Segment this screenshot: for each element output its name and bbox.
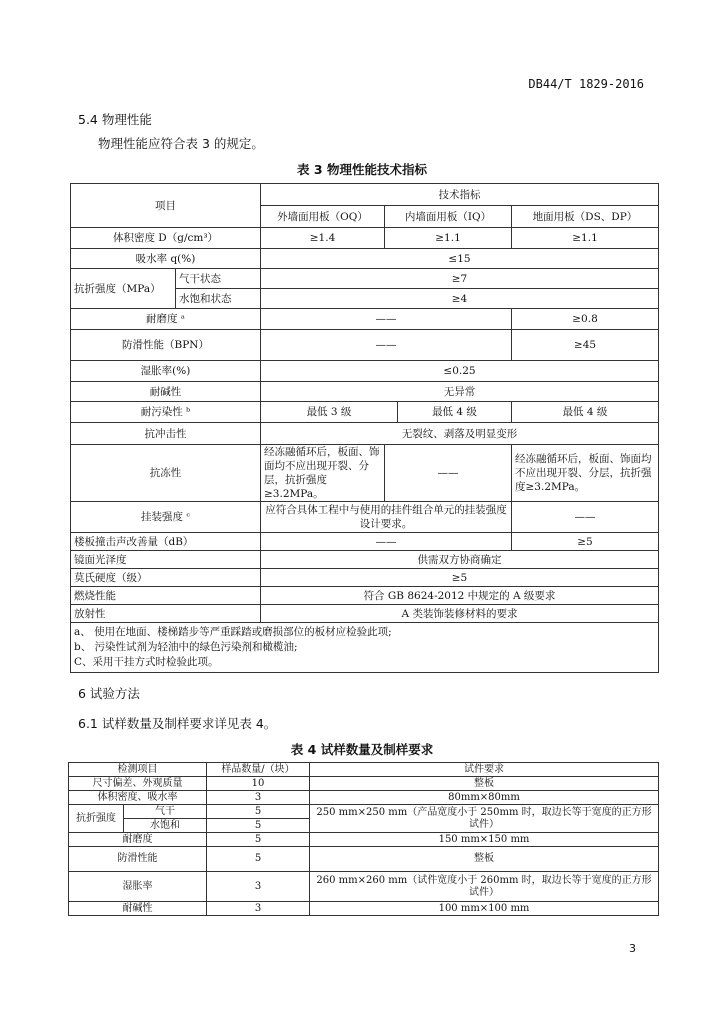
cell: A 类装饰装修材料的要求 — [261, 605, 659, 623]
cell: ≥1.1 — [512, 228, 659, 249]
row-label: 抗冻性 — [71, 445, 261, 502]
table-4 — [68, 762, 659, 916]
section-6-heading: 6 试验方法 — [78, 686, 140, 701]
row-label: 放射性 — [71, 605, 261, 623]
header-tech: 技术指标 — [261, 184, 659, 206]
row-label: 耐碱性 — [71, 382, 261, 402]
cell: 5 — [207, 819, 310, 833]
row-label: 耐污染性 ᵇ — [71, 402, 261, 423]
cell: ≥45 — [512, 330, 659, 361]
cell: ≥1.1 — [385, 228, 512, 249]
cell: 符合 GB 8624-2012 中规定的 A 级要求 — [261, 587, 659, 605]
dash-cell: —— — [261, 330, 512, 361]
cell: 3 — [207, 902, 310, 916]
note-b: b、 污染性试剂为轻油中的绿色污染剂和橄榄油; — [74, 641, 298, 653]
cell: ≤15 — [261, 249, 659, 269]
cell: 150 mm×150 mm — [310, 833, 659, 847]
row-label: 吸水率 q(%) — [71, 249, 261, 269]
sub-label: 水饱和 — [124, 819, 207, 833]
sub-label: 气干状态 — [176, 269, 261, 289]
cell: 整板 — [310, 777, 659, 791]
row-label: 尺寸偏差、外观质量 — [69, 777, 207, 791]
cell: 经冻融循环后，板面、饰面均不应出现开裂、分层，抗折强度≥3.2MPa。 — [261, 445, 385, 502]
row-label: 镜面光泽度 — [71, 551, 261, 569]
row-label: 防滑性能 — [69, 847, 207, 872]
cell: 3 — [207, 872, 310, 902]
cell: ≥5 — [512, 533, 659, 551]
cell: ≥1.4 — [261, 228, 385, 249]
cell: 最低 4 级 — [398, 402, 512, 423]
cell: 5 — [207, 833, 310, 847]
section-5-4-intro: 物理性能应符合表 3 的规定。 — [98, 136, 264, 151]
cell: 供需双方协商确定 — [261, 551, 659, 569]
row-label: 抗折强度 — [69, 805, 124, 833]
cell: ≥0.8 — [512, 309, 659, 330]
row-label: 体积密度、吸水率 — [69, 791, 207, 805]
dash-cell: —— — [261, 309, 512, 330]
cell: 10 — [207, 777, 310, 791]
note-c: C、采用干挂方式时检验此项。 — [74, 656, 219, 668]
cell: 5 — [207, 805, 310, 819]
table-4-caption: 表 4 试样数量及制样要求 — [290, 742, 434, 757]
cell: 经冻融循环后，板面、饰面均不应出现开裂、分层，抗折强度≥3.2MPa。 — [512, 445, 659, 502]
sub-label: 水饱和状态 — [176, 289, 261, 309]
document-id: DB44/T 1829-2016 — [528, 77, 644, 91]
header-req: 试件要求 — [310, 763, 659, 777]
table-3 — [70, 183, 659, 673]
row-label: 防滑性能（BPN） — [71, 330, 261, 361]
cell: 应符合具体工程中与使用的挂件组合单元的挂装强度设计要求。 — [261, 502, 512, 533]
section-6-1-heading: 6.1 试样数量及制样要求详见表 4。 — [78, 716, 277, 731]
row-label: 耐磨度 ᵃ — [71, 309, 261, 330]
cell: ≥5 — [261, 569, 659, 587]
row-label: 抗折强度（MPa） — [71, 269, 176, 309]
table-3-caption: 表 3 物理性能技术指标 — [297, 162, 427, 177]
row-label: 湿胀率 — [69, 872, 207, 902]
row-label: 耐磨度 — [69, 833, 207, 847]
row-label: 莫氏硬度（级） — [71, 569, 261, 587]
row-label: 耐碱性 — [69, 902, 207, 916]
cell: 最低 3 级 — [261, 402, 398, 423]
cell: 无裂纹、剥落及明显变形 — [261, 423, 659, 445]
dash-cell: —— — [512, 502, 659, 533]
note-a: a、 使用在地面、楼梯踏步等严重踩踏或磨损部位的板材应检验此项; — [74, 626, 392, 638]
header-item: 检测项目 — [69, 763, 207, 777]
header-qty: 样品数量/（块） — [207, 763, 310, 777]
cell: 260 mm×260 mm（试件宽度小于 260mm 时，取边长等于宽度的正方形试件） — [310, 872, 659, 902]
row-label: 抗冲击性 — [71, 423, 261, 445]
section-5-4-heading: 5.4 物理性能 — [78, 112, 152, 127]
table-notes — [71, 623, 659, 673]
row-label: 挂装强度 ᶜ — [71, 502, 261, 533]
row-label: 燃烧性能 — [71, 587, 261, 605]
cell: 80mm×80mm — [310, 791, 659, 805]
sub-label: 气干 — [124, 805, 207, 819]
cell: ≥4 — [261, 289, 659, 309]
row-label: 楼板撞击声改善量（dB） — [71, 533, 261, 551]
header-item: 项目 — [71, 184, 261, 228]
row-label: 湿胀率(%) — [71, 361, 261, 382]
cell: ≤0.25 — [261, 361, 659, 382]
cell: 整板 — [310, 847, 659, 872]
dash-cell: —— — [261, 533, 512, 551]
header-interior: 内墙面用板（IQ） — [385, 206, 512, 228]
cell: 100 mm×100 mm — [310, 902, 659, 916]
cell: 最低 4 级 — [512, 402, 659, 423]
header-floor: 地面用板（DS、DP） — [512, 206, 659, 228]
row-label: 体积密度 D（g/cm³） — [71, 228, 261, 249]
dash-cell: —— — [385, 445, 512, 502]
header-exterior: 外墙面用板（OQ） — [261, 206, 385, 228]
cell: ≥7 — [261, 269, 659, 289]
cell: 3 — [207, 791, 310, 805]
cell: 无异常 — [261, 382, 659, 402]
page-number: 3 — [629, 942, 636, 955]
cell: 5 — [207, 847, 310, 872]
cell: 250 mm×250 mm（产品宽度小于 250mm 时，取边长等于宽度的正方形试件） — [310, 805, 659, 833]
